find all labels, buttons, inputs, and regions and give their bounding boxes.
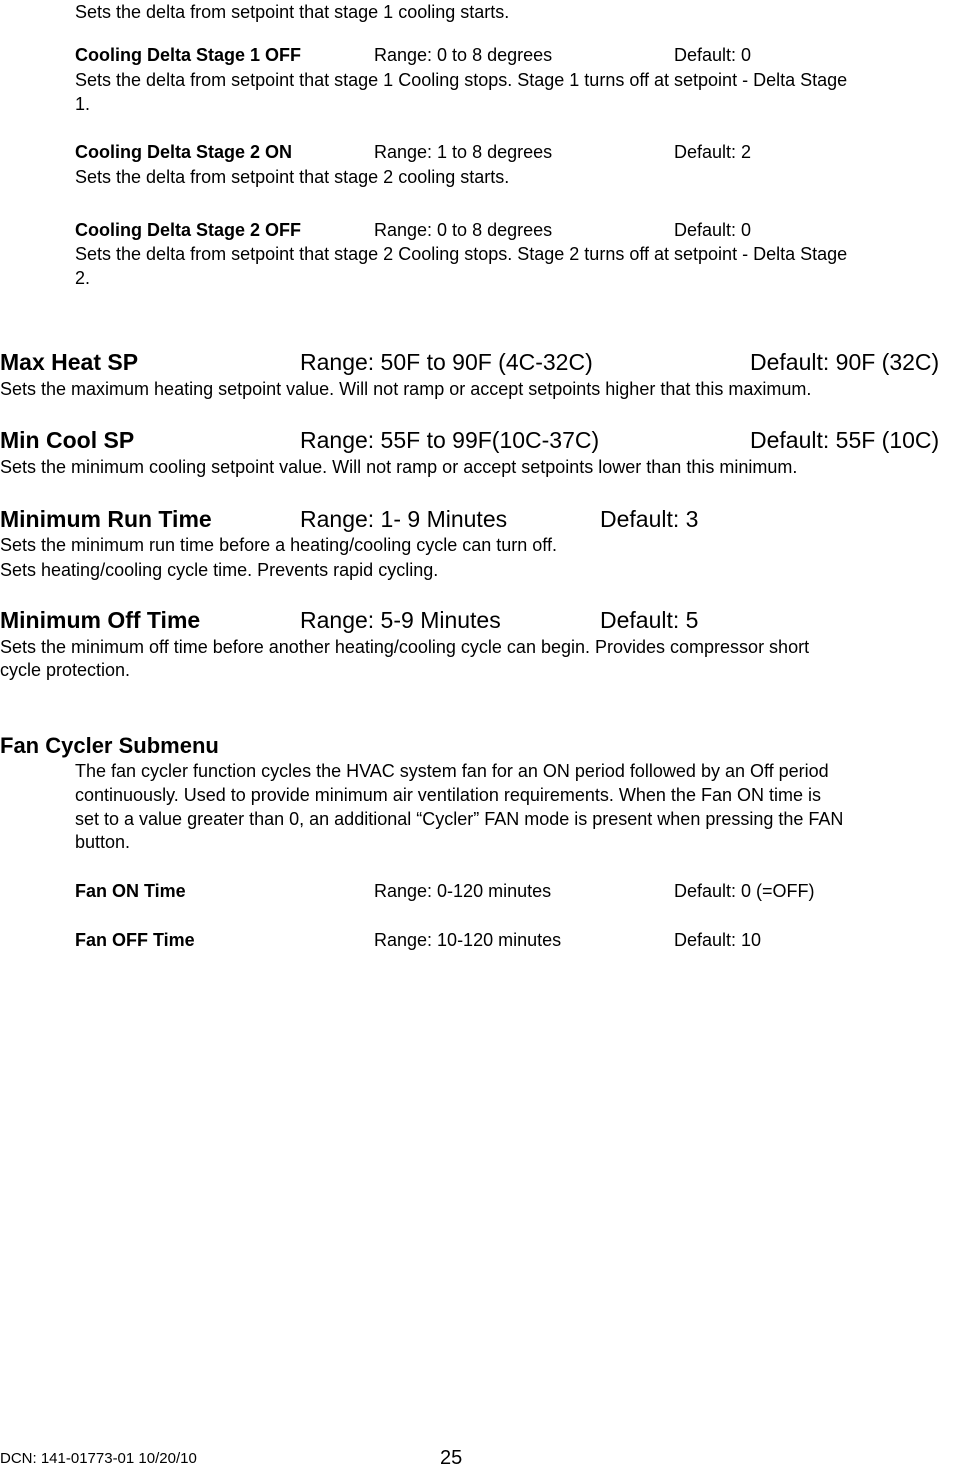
setting-description: Sets the delta from setpoint that stage 2 Cooling stops. Stage 2 turns off at setpoint - Delta Stage	[75, 244, 848, 264]
setting-default: Default: 90F (32C)	[750, 349, 940, 375]
setting-description: Sets the minimum off time before another heating/cooling cycle can begin. Provides compressor short	[0, 637, 810, 657]
setting-name: Fan ON Time	[75, 881, 186, 901]
setting-range: Range: 0 to 8 degrees	[374, 45, 553, 65]
setting-description: 2.	[75, 268, 91, 288]
setting-default: Default: 10	[674, 930, 762, 950]
setting-name: Cooling Delta Stage 1 OFF	[75, 45, 302, 65]
section-paragraph-line: set to a value greater than 0, an additional “Cycler” FAN mode is present when pressing the FAN	[75, 809, 844, 829]
setting-range: Range: 0-120 minutes	[374, 881, 552, 901]
setting-default: Default: 5	[600, 607, 699, 633]
setting-description: Sets the delta from setpoint that stage 1 Cooling stops. Stage 1 turns off at setpoint - Delta Stage	[75, 70, 848, 90]
setting-heading: Minimum Off Time	[0, 607, 201, 633]
setting-heading: Min Cool SP	[0, 427, 135, 453]
setting-default: Default: 0	[674, 45, 752, 65]
setting-range: Range: 0 to 8 degrees	[374, 220, 553, 240]
setting-default: Default: 0 (=OFF)	[674, 881, 815, 901]
setting-description: Sets heating/cooling cycle time. Prevents rapid cycling.	[0, 560, 439, 580]
setting-description: Sets the maximum heating setpoint value. Will not ramp or accept setpoints higher that this maximum.	[0, 379, 812, 399]
setting-name: Fan OFF Time	[75, 930, 195, 950]
section-paragraph-line: button.	[75, 832, 131, 852]
setting-range: Range: 50F to 90F (4C-32C)	[300, 349, 593, 375]
setting-range: Range: 55F to 99F(10C-37C)	[300, 427, 600, 453]
intro-line: Sets the delta from setpoint that stage 1 cooling starts.	[75, 2, 510, 22]
setting-description: Sets the delta from setpoint that stage 2 cooling starts.	[75, 167, 510, 187]
page-number: 25	[440, 1447, 463, 1469]
setting-range: Range: 1 to 8 degrees	[374, 142, 553, 162]
document-control-number: DCN: 141-01773-01 10/20/10	[0, 1450, 197, 1467]
section-paragraph-line: continuously. Used to provide minimum air ventilation requirements. When the Fan ON time is	[75, 785, 821, 805]
setting-description: cycle protection.	[0, 660, 131, 680]
setting-default: Default: 0	[674, 220, 752, 240]
setting-range: Range: 10-120 minutes	[374, 930, 562, 950]
setting-name: Cooling Delta Stage 2 OFF	[75, 220, 302, 240]
setting-default: Default: 3	[600, 506, 699, 532]
setting-default: Default: 55F (10C)	[750, 427, 940, 453]
setting-description: Sets the minimum run time before a heating/cooling cycle can turn off.	[0, 535, 557, 555]
setting-range: Range: 1- 9 Minutes	[300, 506, 508, 532]
section-paragraph-line: The fan cycler function cycles the HVAC system fan for an ON period followed by an Off period	[75, 761, 829, 781]
setting-description: 1.	[75, 94, 91, 114]
setting-heading: Minimum Run Time	[0, 506, 212, 532]
section-heading: Fan Cycler Submenu	[0, 733, 219, 758]
setting-default: Default: 2	[674, 142, 752, 162]
setting-name: Cooling Delta Stage 2 ON	[75, 142, 293, 162]
setting-heading: Max Heat SP	[0, 349, 139, 375]
setting-description: Sets the minimum cooling setpoint value. Will not ramp or accept setpoints lower than this minimum.	[0, 457, 798, 477]
setting-range: Range: 5-9 Minutes	[300, 607, 501, 633]
